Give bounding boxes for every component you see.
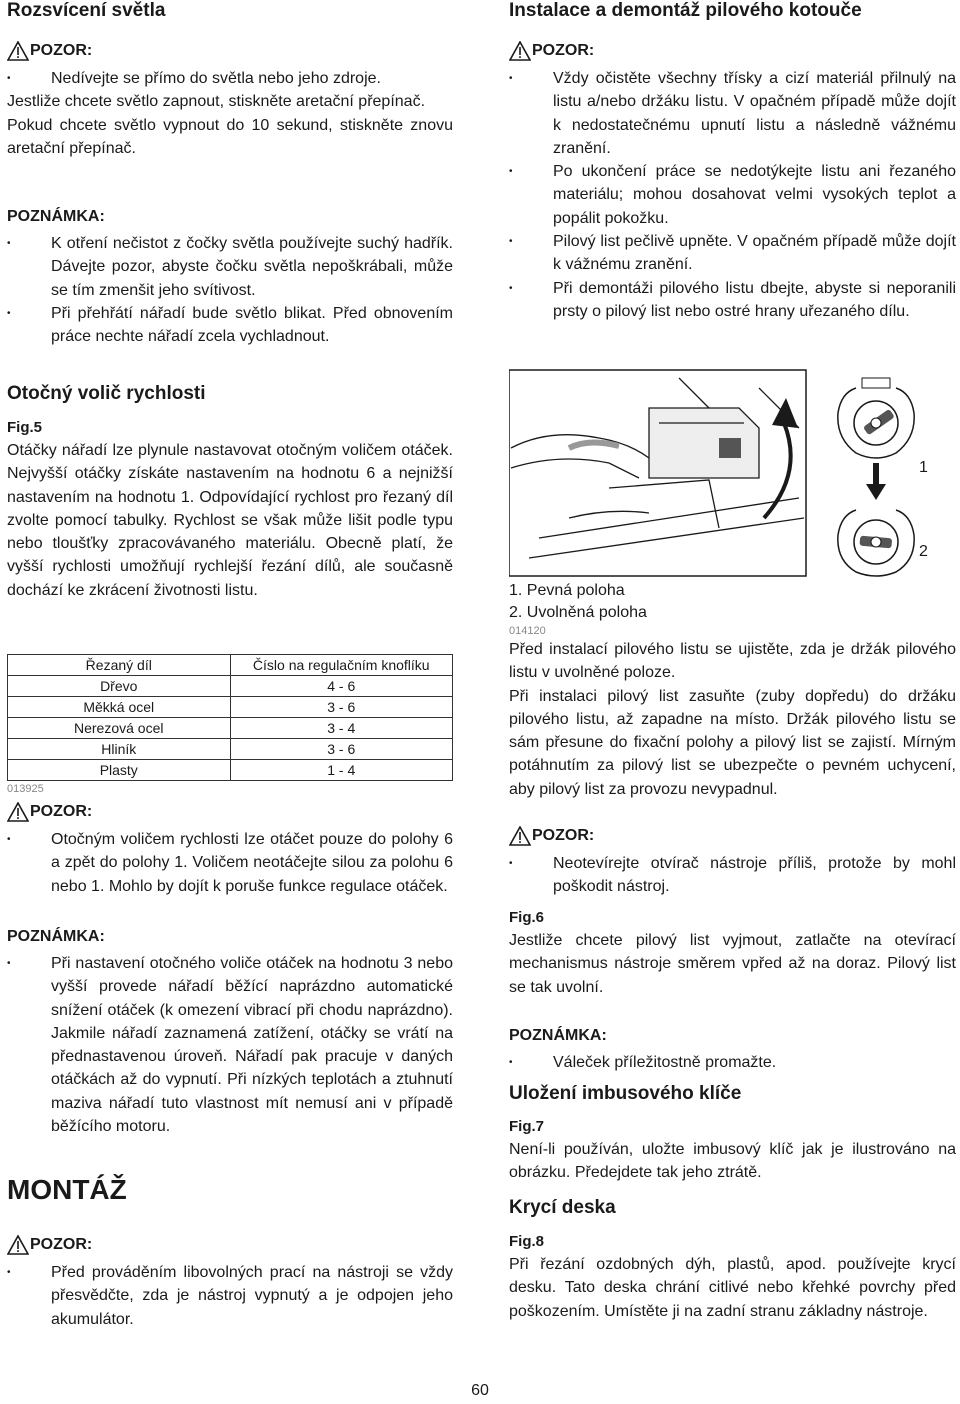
note-heading: POZNÁMKA: bbox=[509, 1027, 607, 1044]
list-item: • K otření nečistot z čočky světla používejte suchý hadřík. Dávejte pozor, abyste čočku světla nepoškrábali, může se tím zmenšit jeho svítivost. bbox=[7, 232, 453, 302]
table-row: Měkká ocel 3 - 6 bbox=[8, 697, 453, 718]
list-item: • Při nastavení otočného voliče otáček na hodnotu 3 nebo vyšší provede nářadí běžící naprázdno automatické snížení otáček (k omezení vibrací při chodu naprázdno). Jakmile nářadí zaznamená zatížení, otáčky se vrátí na přednastavenou úroveň. Nářadí pak pracuje v daných otáčkách až do vypnutí. Při nízkých teplotách a ztuhnutí maziva nářadí tuto vlastnost mít nemusí ani v případě běžícího motoru. bbox=[7, 952, 453, 1138]
note-heading: POZNÁMKA: bbox=[7, 208, 105, 225]
list-item: • Při přehřátí nářadí bude světlo blikat. Před obnovením práce nechte nářadí zcela vychladnout. bbox=[7, 302, 453, 349]
table-row: Plasty 1 - 4 bbox=[8, 760, 453, 781]
caution-heading: POZOR: bbox=[509, 40, 956, 62]
section-title-cover-plate: Krycí deska bbox=[509, 1197, 616, 1218]
page-number: 60 bbox=[471, 1382, 489, 1399]
list-item: • Vždy očistěte všechny třísky a cizí materiál přilnulý na listu a/nebo držáku listu. V opačném případě může dojít k nedostatečnému upnutí listu a následně vážnému zranění. bbox=[509, 67, 956, 160]
warning-triangle-icon bbox=[509, 826, 531, 846]
paragraph: Jestliže chcete pilový list vyjmout, zatlačte na otevírací mechanismus nástroje směrem vpřed až na doraz. Pilový list se tak uvolní. bbox=[509, 932, 956, 996]
paragraph: Před instalací pilového listu se ujistěte, zda je držák pilového listu v uvolněné poloze. bbox=[509, 641, 956, 682]
warning-triangle-icon bbox=[509, 41, 531, 61]
figure-ref: Fig.8 bbox=[509, 1233, 545, 1250]
note-heading: POZNÁMKA: bbox=[7, 928, 105, 945]
doc-code: 014120 bbox=[509, 625, 546, 637]
paragraph: Při řezání ozdobných dýh, plastů, apod. používejte krycí desku. Tato deska chrání citlivé nebo křehké povrchy před poškozením. Umístěte ji na zadní stranu základny nástroje. bbox=[509, 1256, 956, 1320]
list-item: • Při demontáži pilového listu dbejte, abyste si neporanili prsty o pilový list nebo ostré hrany uřezaného dílu. bbox=[509, 277, 956, 324]
section-title-assembly: MONTÁŽ bbox=[7, 1174, 127, 1205]
table-header: Číslo na regulačním knoflíku bbox=[230, 655, 453, 676]
figure-ref: Fig.5 bbox=[7, 419, 43, 436]
paragraph: Při instalaci pilový list zasuňte (zuby dopředu) do držáku pilového listu, až zapadne na místo. Držák pilového listu se sám přesune do fixační polohy a pilový list se zajistí. Mírným potáhnutím za pilový list se ubezpečte o pevném uchycení, aby pilový list za provozu nevypadnul. bbox=[509, 687, 956, 798]
caution-heading: POZOR: bbox=[509, 825, 956, 847]
section-title-hex-key: Uložení imbusového klíče bbox=[509, 1083, 742, 1104]
paragraph: Pokud chcete světlo vypnout do 10 sekund, stiskněte znovu aretační přepínač. bbox=[7, 116, 453, 157]
section-title-speed: Otočný volič rychlosti bbox=[7, 383, 206, 404]
table-row: Hliník 3 - 6 bbox=[8, 739, 453, 760]
caution-heading: POZOR: bbox=[7, 801, 453, 823]
paragraph: Otáčky nářadí lze plynule nastavovat otočným voličem otáček. Nejvyšší otáčky získáte nastavením na hodnotu 6 a nejnižší nastavením na hodnotu 1. Odpovídající rychlost pro řezaný díl zvolte pomocí tabulky. Rychlost se však může lišit podle typu nebo tloušťky zpracovávaného materiálu. Obecně platí, že vyšší rychlosti umožňují rychlejší řezání dílů, ale současně dochází ke zkrácení životnosti listu. bbox=[7, 442, 453, 599]
paragraph: Není-li používán, uložte imbusový klíč jak je ilustrováno na obrázku. Předejdete tak jeho ztrátě. bbox=[509, 1141, 956, 1182]
list-item: • Neotevírejte otvírač nástroje příliš, protože by mohl poškodit nástroj. bbox=[509, 852, 956, 899]
list-item: • Po ukončení práce se nedotýkejte listu ani řezaného materiálu; mohou dosahovat velmi vysokých teplot a popálit pokožku. bbox=[509, 160, 956, 230]
speed-table bbox=[7, 654, 453, 781]
warning-triangle-icon bbox=[7, 41, 29, 61]
list-item: • Před prováděním libovolných prací na nástroji se vždy přesvědčte, zda je nástroj vypnutý a je odpojen jeho akumulátor. bbox=[7, 1261, 453, 1331]
figure-label-1: 1 bbox=[919, 459, 928, 476]
list-item: • Pilový list pečlivě upněte. V opačném případě může dojít k vážnému zranění. bbox=[509, 230, 956, 277]
legend-item: 2. Uvolněná poloha bbox=[509, 604, 647, 621]
figure-ref: Fig.7 bbox=[509, 1118, 545, 1135]
table-row: Nerezová ocel 3 - 4 bbox=[8, 718, 453, 739]
legend-item: 1. Pevná poloha bbox=[509, 582, 625, 599]
section-title-light: Rozsvícení světla bbox=[7, 0, 166, 21]
figure-label-2: 2 bbox=[919, 543, 928, 560]
figure-ref: Fig.6 bbox=[509, 909, 545, 926]
list-item: • Nedívejte se přímo do světla nebo jeho zdroje. bbox=[7, 67, 453, 90]
blade-holder-illustration bbox=[509, 368, 956, 578]
warning-triangle-icon bbox=[7, 1235, 29, 1255]
list-item: • Váleček příležitostně promažte. bbox=[509, 1051, 956, 1074]
caution-heading: POZOR: bbox=[7, 40, 453, 62]
doc-code: 013925 bbox=[7, 783, 44, 795]
warning-triangle-icon bbox=[7, 802, 29, 822]
paragraph: Jestliže chcete světlo zapnout, stiskněte aretační přepínač. bbox=[7, 93, 426, 111]
table-row: Dřevo 4 - 6 bbox=[8, 676, 453, 697]
table-header: Řezaný díl bbox=[8, 655, 231, 676]
section-title-blade: Instalace a demontáž pilového kotouče bbox=[509, 0, 862, 21]
blade-holder-figure bbox=[509, 368, 956, 578]
list-item: • Otočným voličem rychlosti lze otáčet pouze do polohy 6 a zpět do polohy 1. Voličem neotáčejte silou za polohu 6 nebo 1. Mohlo by dojít k poruše funkce regulace otáček. bbox=[7, 828, 453, 898]
caution-heading: POZOR: bbox=[7, 1234, 453, 1256]
